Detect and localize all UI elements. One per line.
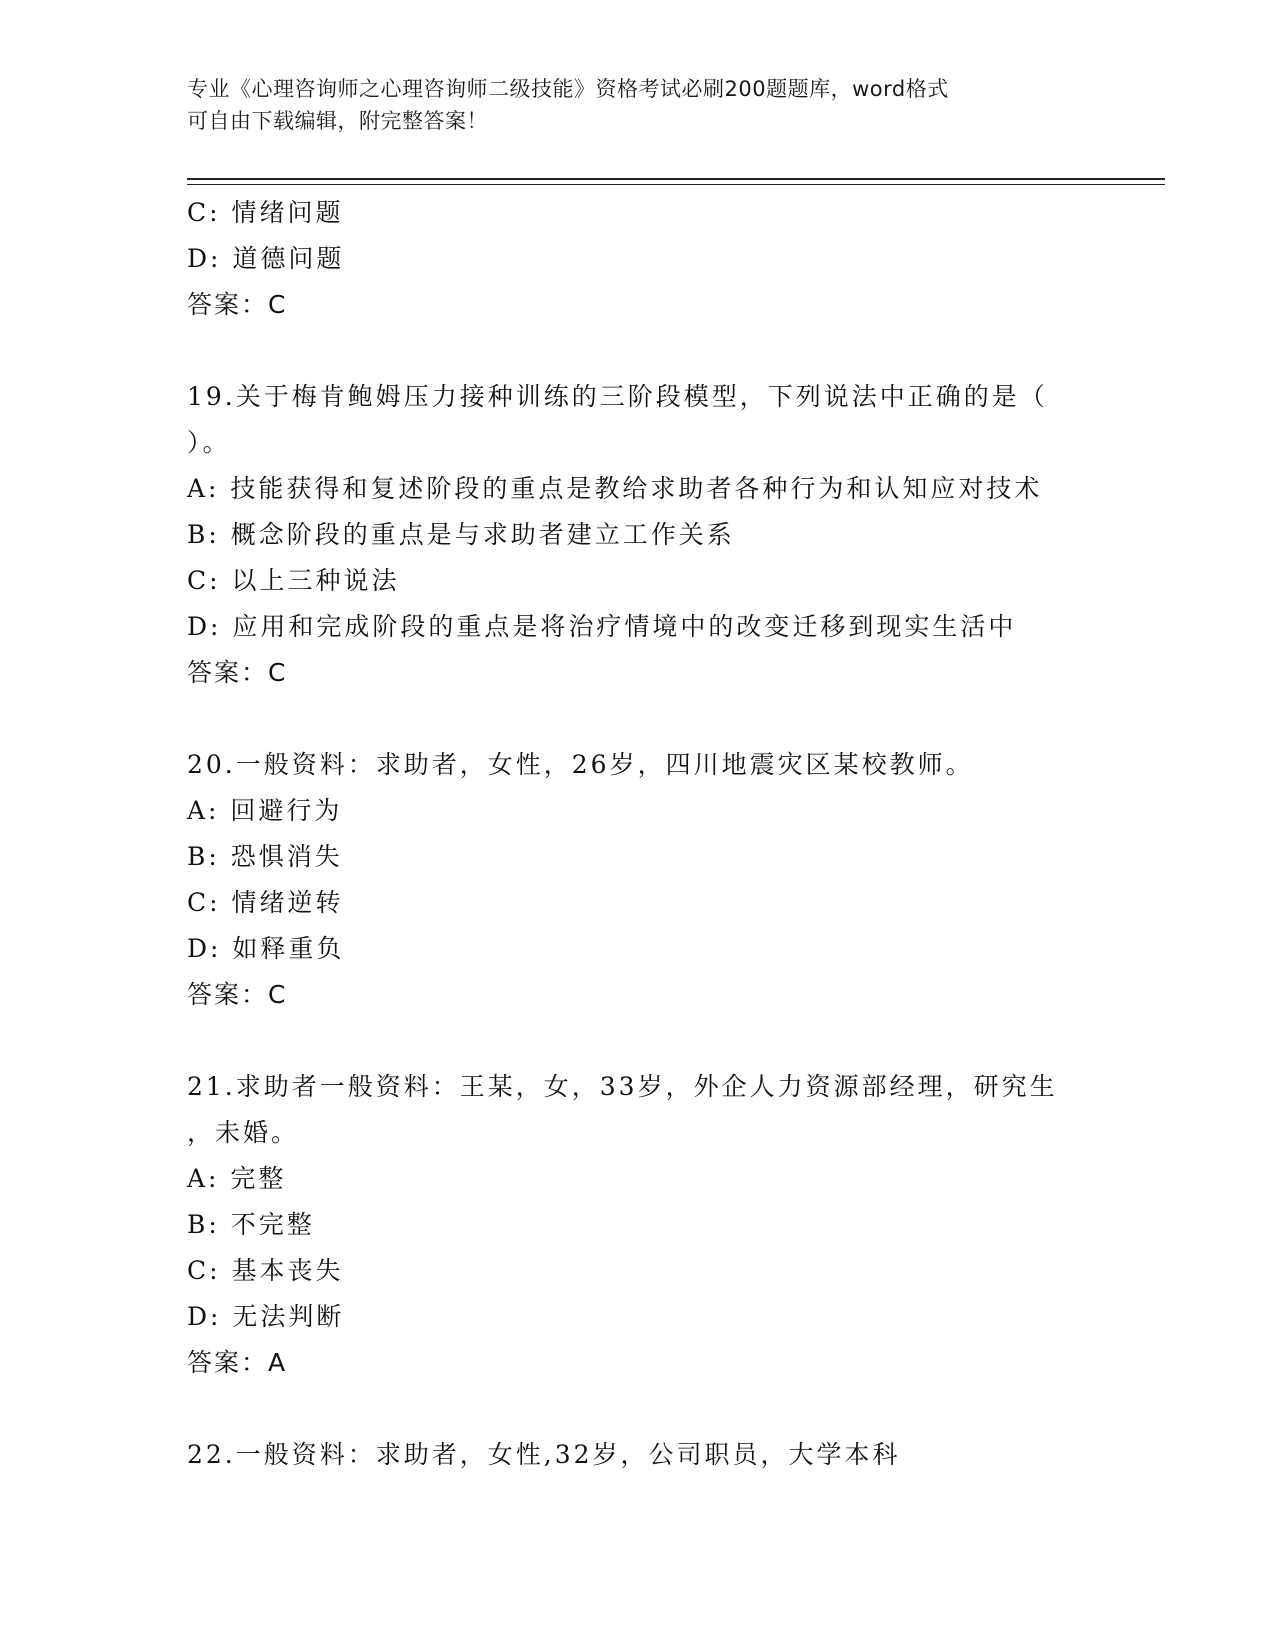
- question-20: [187, 742, 1087, 1018]
- header-title-line-1: 专业《心理咨询师之心理咨询师二级技能》资格考试必刷200题题库，word格式: [187, 77, 949, 101]
- question-22: [187, 1432, 1087, 1478]
- question-stem-continued: ）。: [187, 428, 231, 457]
- header-title-line-2: 可自由下载编辑，附完整答案！: [187, 109, 488, 133]
- option-d: D: 无法判断: [187, 1302, 345, 1331]
- question-stem-continued: ，未婚。: [187, 1118, 300, 1147]
- option-a: A: 技能获得和复述阶段的重点是教给求助者各种行为和认知应对技术: [187, 474, 1043, 503]
- option-d: D: 如释重负: [187, 934, 345, 963]
- answer-line: 答案：C: [187, 980, 288, 1009]
- option-b: B: 恐惧消失: [187, 842, 343, 871]
- option-c: C: 情绪逆转: [187, 888, 344, 917]
- option-d: D: 应用和完成阶段的重点是将治疗情境中的改变迁移到现实生活中: [187, 612, 1017, 641]
- option-b: B: 概念阶段的重点是与求助者建立工作关系: [187, 520, 735, 549]
- question-19: [187, 374, 1087, 696]
- document-header: [187, 73, 1067, 137]
- question-stem: 19.关于梅肯鲍姆压力接种训练的三阶段模型，下列说法中正确的是（: [187, 382, 1048, 411]
- option-b: B: 不完整: [187, 1210, 315, 1239]
- option-c: C: 以上三种说法: [187, 566, 400, 595]
- option-c: C: 情绪问题: [187, 198, 344, 227]
- carryover-block: [187, 190, 1087, 328]
- option-a: A: 回避行为: [187, 796, 343, 825]
- option-d: D: 道德问题: [187, 244, 345, 273]
- header-divider-thin: [187, 184, 1165, 185]
- document-body: [187, 190, 1087, 1478]
- question-stem: 22.一般资料：求助者，女性,32岁，公司职员，大学本科: [187, 1440, 901, 1469]
- question-stem: 21.求助者一般资料：王某，女，33岁，外企人力资源部经理，研究生: [187, 1072, 1058, 1101]
- question-stem: 20.一般资料：求助者，女性，26岁，四川地震灾区某校教师。: [187, 750, 974, 779]
- header-divider-thick: [187, 178, 1165, 180]
- option-a: A: 完整: [187, 1164, 287, 1193]
- answer-line: 答案：C: [187, 658, 288, 687]
- answer-line: 答案：C: [187, 290, 288, 319]
- question-21: [187, 1064, 1087, 1386]
- answer-line: 答案：A: [187, 1348, 288, 1377]
- option-c: C: 基本丧失: [187, 1256, 344, 1285]
